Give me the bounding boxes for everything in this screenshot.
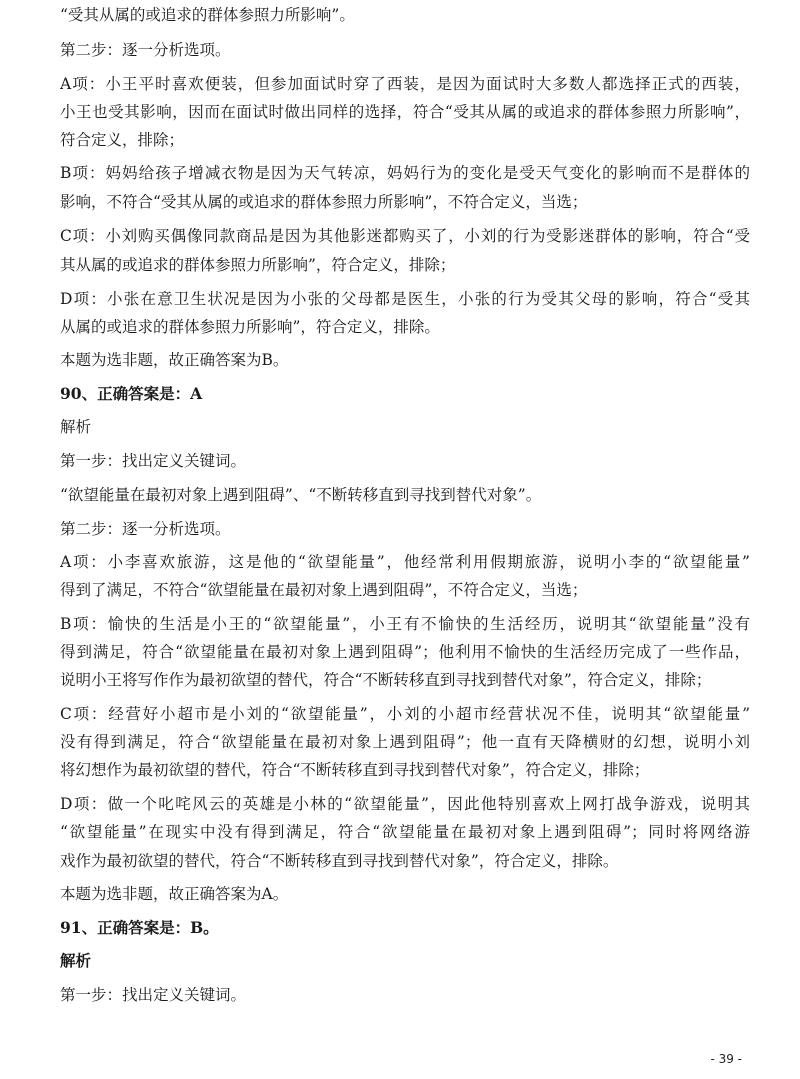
text-line: C项：经营好小超市是小刘的“欲望能量”，小刘的小超市经营状况不佳，说明其“欲望能量” [60,705,750,723]
text-line: 91、正确答案是：B。 [60,918,219,937]
text-line: 第一步：找出定义关键词。 [60,452,247,470]
text-line: 说明小王将写作作为最初欲望的替代，符合“不断转移直到寻找到替代对象”，符合定义，排除； [60,671,712,689]
text-line: 本题为选非题，故正确答案为A。 [60,885,289,903]
text-line: 影响，不符合“受其从属的或追求的群体参照力所影响”，不符合定义，当选； [60,193,588,211]
text-line: 本题为选非题，故正确答案为B。 [60,351,289,369]
text-line: D项：小张在意卫生状况是因为小张的父母都是医生，小张的行为受其父母的影响，符合“受其 [60,290,750,308]
text-line: 得到满足，符合“欲望能量在最初对象上遇到阻碍”；他利用不愉快的生活经历完成了一些作品， [60,643,750,661]
text-line: 解析 [60,418,92,436]
text-line: A项：小王平时喜欢便装，但参加面试时穿了西装，是因为面试时大多数人都选择正式的西装， [60,75,750,93]
text-line: 符合定义，排除； [60,131,185,149]
text-line: 其从属的或追求的群体参照力所影响”，符合定义，排除； [60,256,456,274]
text-line: C项：小刘购买偶像同款商品是因为其他影迷都购买了，小刘的行为受影迷群体的影响，符合“受 [60,227,750,245]
text-line: 第二步：逐一分析选项。 [60,41,231,59]
text-line: 将幻想作为最初欲望的替代，符合“不断转移直到寻找到替代对象”，符合定义，排除； [60,761,650,779]
text-line: A项：小李喜欢旅游，这是他的“欲望能量”，他经常利用假期旅游，说明小李的“欲望能量” [60,553,750,571]
page-number: - 39 - [710,1052,742,1066]
text-line: 90、正确答案是：A [60,384,203,403]
text-line: 戏作为最初欲望的替代，符合“不断转移直到寻找到替代对象”，符合定义，排除。 [60,852,619,870]
text-line: 从属的或追求的群体参照力所影响”，符合定义，排除。 [60,318,440,336]
text-line: D项：做一个叱咤风云的英雄是小林的“欲望能量”，因此他特别喜欢上网打战争游戏，说明其 [60,795,750,813]
text-line: “受其从属的或追求的群体参照力所影响”。 [60,6,355,24]
text-line: “欲望能量”在现实中没有得到满足，符合“欲望能量在最初对象上遇到阻碍”；同时将网络游 [60,823,750,841]
text-line: 第二步：逐一分析选项。 [60,520,231,538]
text-line: 解析 [60,951,92,970]
text-line: B项：妈妈给孩子增减衣物是因为天气转凉，妈妈行为的变化是受天气变化的影响而不是群体的 [60,164,750,182]
text-line: “欲望能量在最初对象上遇到阻碍”、“不断转移直到寻找到替代对象”。 [60,486,542,504]
text-line: B项：愉快的生活是小王的“欲望能量”，小王有不愉快的生活经历，说明其“欲望能量”没有 [60,615,750,633]
text-line: 得到了满足，不符合“欲望能量在最初对象上遇到阻碍”，不符合定义，当选； [60,581,588,599]
text-line: 第一步：找出定义关键词。 [60,986,247,1004]
text-line: 没有得到满足，符合“欲望能量在最初对象上遇到阻碍”；他一直有天降横财的幻想，说明小刘 [60,733,750,751]
text-line: 小王也受其影响，因而在面试时做出同样的选择，符合“受其从属的或追求的群体参照力所影响”， [60,103,750,121]
